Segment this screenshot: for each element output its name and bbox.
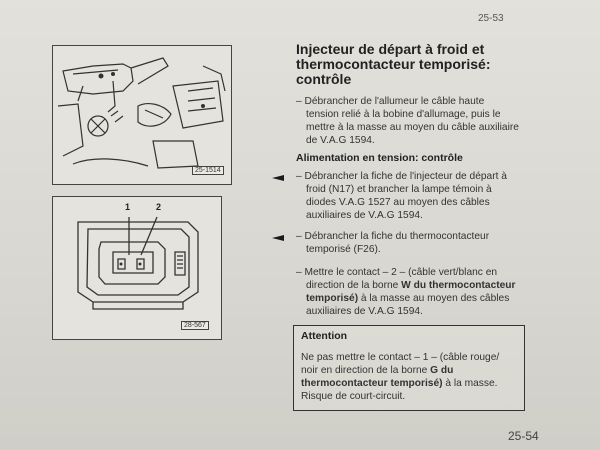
figure-top-label: 25-1514 xyxy=(192,166,224,175)
step3-line-2 xyxy=(296,279,516,292)
warning-line-3-text: à la masse. xyxy=(442,378,498,389)
title-line-1: Injecteur de départ à froid et xyxy=(296,41,485,57)
pointer-arrow-2 xyxy=(272,235,284,241)
section-subheading: Alimentation en tension: contrôle xyxy=(296,152,463,164)
page-title xyxy=(296,42,556,87)
engine-drawing xyxy=(53,46,230,183)
step3-line-3-text: à la masse au moyen des câbles xyxy=(358,293,510,304)
engine-illustration xyxy=(52,45,232,185)
step3-line-3 xyxy=(296,292,516,305)
warning-line-2-bold: G du xyxy=(430,365,454,376)
pin-1-label: 1 xyxy=(125,202,131,212)
step3-line-2-text: direction de la borne xyxy=(306,280,402,291)
step1-line-3: diodes V.A.G 1527 au moyen des câbles xyxy=(306,197,490,208)
warning-line-2-text: noir en direction de la borne xyxy=(301,365,431,376)
intro-line-2: tension relié à la bobine d'allumage, puis le xyxy=(306,109,501,120)
intro-line-1: – Débrancher de l'allumeur le câble haute xyxy=(296,96,485,107)
step2-line-2: temporisé (F26). xyxy=(306,244,381,255)
intro-instruction xyxy=(296,95,519,147)
warning-line-1: Ne pas mettre le contact – 1 – (câble rouge/ xyxy=(301,352,500,363)
warning-line-3-bold: thermocontacteur temporisé) xyxy=(301,378,443,389)
figure-bottom-label: 28-567 xyxy=(181,321,209,330)
intro-line-3: mettre à la masse au moyen du câble auxiliaire xyxy=(306,122,519,133)
connector-diagram xyxy=(52,196,222,340)
title-line-3: contrôle xyxy=(296,71,352,87)
warning-title: Attention xyxy=(301,330,348,342)
page-number-top: 25-53 xyxy=(478,13,504,24)
step1-line-4: auxiliaires de V.A.G 1594. xyxy=(306,210,423,221)
connector-drawing xyxy=(53,197,220,338)
warning-line-4: Risque de court-circuit. xyxy=(301,391,406,402)
page-number-bottom: 25-54 xyxy=(508,429,539,443)
step-1-instruction xyxy=(296,170,507,222)
step3-line-4: auxiliaires de V.A.G 1594. xyxy=(306,306,423,317)
step1-line-2: froid (N17) et brancher la lampe témoin à xyxy=(306,184,492,195)
step3-line-1: – Mettre le contact – 2 – (câble vert/blanc en xyxy=(296,267,498,278)
step1-line-1: – Débrancher la fiche de l'injecteur de départ à xyxy=(296,171,507,182)
warning-box xyxy=(293,325,525,411)
step-3-instruction xyxy=(296,266,516,318)
step-2-instruction xyxy=(296,230,489,256)
step3-line-2-bold: W du thermocontacteur xyxy=(401,280,516,291)
title-line-2: thermocontacteur temporisé: xyxy=(296,56,491,72)
pointer-arrow-1 xyxy=(272,175,284,181)
step2-line-1: – Débrancher la fiche du thermocontacteur xyxy=(296,231,490,242)
step3-line-3-bold: temporisé) xyxy=(306,293,359,304)
pin-2-label: 2 xyxy=(156,202,162,212)
warning-line-2 xyxy=(301,364,517,377)
intro-line-4: de V.A.G 1594. xyxy=(306,135,375,146)
warning-line-3 xyxy=(301,377,517,390)
